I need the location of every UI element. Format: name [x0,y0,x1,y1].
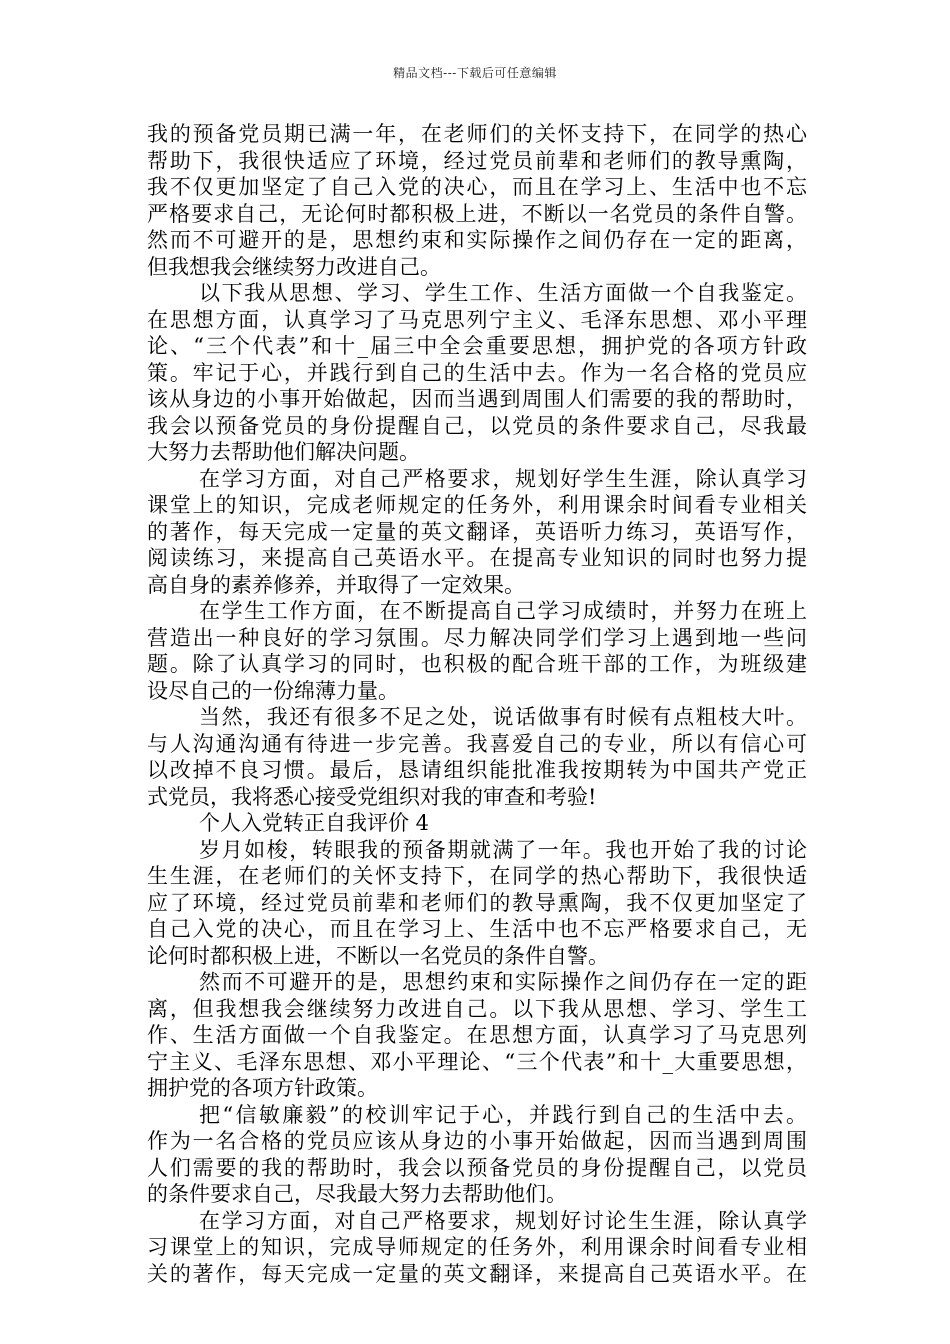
text-line: 离，但我想我会继续努力改进自己。以下我从思想、学习、学生工 [147,996,807,1021]
document-body [147,121,807,1287]
text-line: 帮助下，我很快适应了环境，经过党员前辈和老师们的教导熏陶， [147,148,807,173]
text-line: 该从身边的小事开始做起，因而当遇到周围人们需要的我的帮助时， [147,387,807,411]
text-line: 我的预备党员期已满一年，在老师们的关怀支持下，在同学的热心 [147,122,807,146]
text-line: 以下我从思想、学习、学生工作、生活方面做一个自我鉴定。 [199,281,807,305]
text-line: 作为一名合格的党员应该从身边的小事开始做起，因而当遇到周围 [147,1129,807,1153]
text-line: 拥护党的各项方针政策。 [147,1076,378,1100]
text-line: 个人入党转正自我评价 4 [199,811,430,835]
text-line: 在学习方面，对自己严格要求，规划好学生生涯，除认真学习 [199,466,807,491]
text-line: 习课堂上的知识，完成导师规定的任务外，利用课余时间看专业相 [147,1235,807,1259]
text-line: 在学生工作方面，在不断提高自己学习成绩时，并努力在班上 [199,599,807,623]
text-line: 高自身的素养修养，并取得了一定效果。 [147,572,525,597]
text-line: 的著作，每天完成一定量的英文翻译，英语听力练习，英语写作， [147,519,807,544]
text-line: 大努力去帮助他们解决问题。 [147,440,420,464]
text-line: 论何时都积极上进，不断以一名党员的条件自警。 [147,943,609,968]
text-line: 但我想我会继续努力改进自己。 [147,254,441,279]
text-line: 然而不可避开的是，思想约束和实际操作之间仍存在一定的距 [199,970,807,994]
text-line: 自己入党的决心，而且在学习上、生活中也不忘严格要求自己，无 [147,917,807,941]
text-line: 在学习方面，对自己严格要求，规划好讨论生生涯，除认真学 [199,1208,807,1233]
text-line: 生生涯，在老师们的关怀支持下，在同学的热心帮助下，我很快适 [147,864,807,888]
text-line: 我不仅更加坚定了自己入党的决心，而且在学习上、生活中也不忘 [147,175,807,199]
text-line: 式党员，我将悉心接受党组织对我的审查和考验! [147,784,597,809]
text-line: 严格要求自己，无论何时都积极上进，不断以一名党员的条件自警。 [147,201,807,226]
text-line: 在思想方面，认真学习了马克思列宁主义、毛泽东思想、邓小平理 [147,307,807,332]
text-line: 的条件要求自己，尽我最大努力去帮助他们。 [147,1182,567,1206]
text-line: 关的著作，每天完成一定量的英文翻译，来提高自己英语水平。在 [147,1261,807,1286]
text-line: 与人沟通沟通有待进一步完善。我喜爱自己的专业，所以有信心可 [147,731,807,756]
page-header: 精品文档---下载后可任意编辑 [393,66,557,80]
text-line: 阅读练习，来提高自己英语水平。在提高专业知识的同时也努力提 [147,546,807,570]
text-line: 人们需要的我的帮助时，我会以预备党员的身份提醒自己，以党员 [147,1155,807,1180]
text-line: 营造出一种良好的学习氛围。尽力解决同学们学习上遇到地一些问 [147,625,807,650]
text-line: 设尽自己的一份绵薄力量。 [147,678,399,703]
text-line: 当然，我还有很多不足之处，说话做事有时候有点粗枝大叶。 [199,705,807,729]
text-line: 论、“三个代表”和十_届三中全会重要思想，拥护党的各项方针政 [147,334,807,358]
text-line: 作、生活方面做一个自我鉴定。在思想方面，认真学习了马克思列 [147,1023,807,1047]
text-line: 然而不可避开的是，思想约束和实际操作之间仍存在一定的距离， [147,228,807,252]
text-line: 应了环境，经过党员前辈和老师们的教导熏陶，我不仅更加坚定了 [147,890,807,915]
text-line: 我会以预备党员的身份提醒自己，以党员的条件要求自己，尽我最 [147,413,807,438]
text-line: 课堂上的知识，完成老师规定的任务外，利用课余时间看专业相关 [147,493,807,517]
text-line: 策。牢记于心，并践行到自己的生活中去。作为一名合格的党员应 [147,360,807,385]
text-line: 以改掉不良习惯。最后，恳请组织能批准我按期转为中国共产党正 [147,758,807,782]
text-line: 宁主义、毛泽东思想、邓小平理论、“三个代表”和十_大重要思想， [147,1049,807,1074]
text-line: 把“信敏廉毅”的校训牢记于心，并践行到自己的生活中去。 [199,1102,807,1127]
text-line: 题。除了认真学习的同时，也积极的配合班干部的工作，为班级建 [147,652,807,676]
text-line: 岁月如梭，转眼我的预备期就满了一年。我也开始了我的讨论 [199,837,807,862]
